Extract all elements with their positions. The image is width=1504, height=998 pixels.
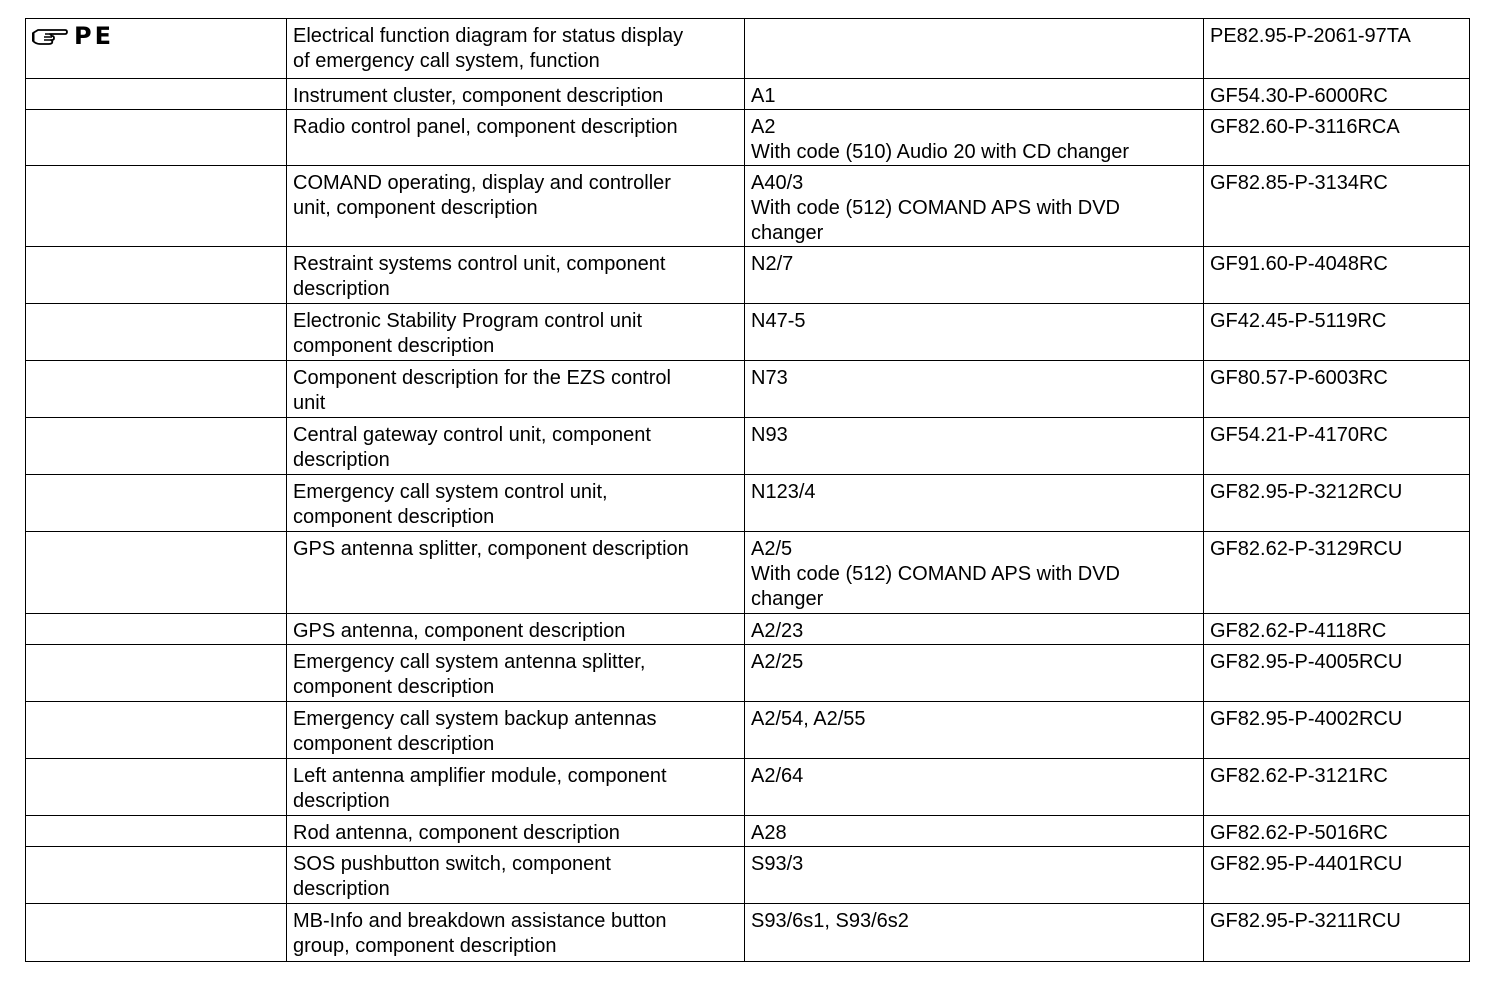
table-row [26, 645, 1470, 702]
document-code-cell [1204, 304, 1470, 361]
marker-cell [26, 816, 287, 847]
document-code-cell-line: GF91.60-P-4048RC [1210, 253, 1388, 275]
marker-cell [26, 304, 287, 361]
table-row [26, 247, 1470, 304]
description-cell-line: Emergency call system antenna splitter, [293, 651, 646, 673]
reference-cell-line: N123/4 [751, 481, 816, 503]
table-row [26, 532, 1470, 614]
description-cell-line: Electronic Stability Program control unit [293, 310, 643, 332]
reference-cell [745, 759, 1204, 816]
marker-cell [26, 645, 287, 702]
header-code [1204, 19, 1470, 79]
description-cell [287, 110, 745, 166]
pe-marker-text: PE [74, 22, 114, 50]
description-cell-line: unit [293, 392, 326, 414]
description-cell-line: Restraint systems control unit, component [293, 253, 666, 275]
description-cell-line: Component description for the EZS control [293, 367, 671, 389]
table-row [26, 614, 1470, 645]
reference-cell-line: S93/3 [751, 853, 804, 875]
description-cell-line: Emergency call system backup antennas [293, 708, 657, 730]
pointing-hand-icon [32, 27, 68, 47]
header-row [26, 19, 1470, 79]
document-code-cell-line: GF82.60-P-3116RCA [1210, 116, 1400, 138]
description-cell-line: component description [293, 676, 495, 698]
description-cell-line: MB-Info and breakdown assistance button [293, 910, 667, 932]
reference-table [25, 18, 1470, 962]
document-code-cell-line: GF54.21-P-4170RC [1210, 424, 1388, 446]
description-cell [287, 904, 745, 962]
reference-cell-line: A2/64 [751, 765, 804, 787]
reference-cell [745, 475, 1204, 532]
marker-cell [26, 361, 287, 418]
document-code-cell-line: GF82.85-P-3134RC [1210, 172, 1388, 194]
reference-cell [745, 418, 1204, 475]
marker-cell [26, 110, 287, 166]
reference-cell-line: changer [751, 588, 824, 610]
description-cell [287, 247, 745, 304]
header-ref [745, 19, 1204, 79]
description-cell-line: COMAND operating, display and controller [293, 172, 671, 194]
description-cell [287, 759, 745, 816]
document-code-cell [1204, 361, 1470, 418]
reference-cell [745, 847, 1204, 904]
description-cell [287, 418, 745, 475]
marker-cell [26, 532, 287, 614]
header-code-text: PE82.95-P-2061-97TA [1210, 25, 1411, 47]
reference-cell-line: A2/23 [751, 620, 804, 642]
reference-cell-line: With code (510) Audio 20 with CD changer [751, 141, 1129, 163]
description-cell-line: description [293, 878, 390, 900]
reference-cell-line: N73 [751, 367, 788, 389]
document-code-cell-line: GF82.95-P-4002RCU [1210, 708, 1403, 730]
reference-cell-line: A1 [751, 85, 776, 107]
document-code-cell [1204, 247, 1470, 304]
marker-cell [26, 614, 287, 645]
document-code-cell [1204, 166, 1470, 247]
document-code-cell [1204, 702, 1470, 759]
reference-cell [745, 304, 1204, 361]
table-row [26, 166, 1470, 247]
description-cell-line: Central gateway control unit, component [293, 424, 651, 446]
description-cell-line: GPS antenna, component description [293, 620, 626, 642]
reference-cell-line: A2 [751, 116, 776, 138]
document-code-cell-line: GF82.62-P-5016RC [1210, 822, 1388, 844]
description-cell [287, 816, 745, 847]
document-code-cell-line: GF82.95-P-3212RCU [1210, 481, 1403, 503]
reference-cell [745, 110, 1204, 166]
document-code-cell-line: GF82.95-P-3211RCU [1210, 910, 1401, 932]
document-code-cell-line: GF82.62-P-3129RCU [1210, 538, 1403, 560]
reference-cell-line: changer [751, 222, 824, 244]
description-cell [287, 304, 745, 361]
marker-cell [26, 19, 287, 79]
description-cell-line: Emergency call system control unit, [293, 481, 608, 503]
document-code-cell-line: GF82.95-P-4401RCU [1210, 853, 1403, 875]
marker-cell [26, 166, 287, 247]
marker-cell [26, 247, 287, 304]
document-code-cell-line: GF82.62-P-4118RC [1210, 620, 1387, 642]
description-cell-line: component description [293, 335, 495, 357]
document-code-cell-line: GF42.45-P-5119RC [1210, 310, 1387, 332]
description-cell-line: unit, component description [293, 197, 538, 219]
document-code-cell [1204, 645, 1470, 702]
reference-cell [745, 166, 1204, 247]
marker-cell [26, 759, 287, 816]
document-code-cell-line: GF82.95-P-4005RCU [1210, 651, 1403, 673]
document-code-cell [1204, 532, 1470, 614]
description-cell-line: description [293, 278, 390, 300]
reference-cell-line: A40/3 [751, 172, 804, 194]
reference-cell [745, 904, 1204, 962]
reference-cell [745, 79, 1204, 110]
reference-cell-line: N93 [751, 424, 788, 446]
document-code-cell-line: GF82.62-P-3121RC [1210, 765, 1388, 787]
marker-cell [26, 904, 287, 962]
reference-cell-line: A28 [751, 822, 787, 844]
table-row [26, 904, 1470, 962]
document-code-cell [1204, 759, 1470, 816]
description-cell-line: Rod antenna, component description [293, 822, 620, 844]
reference-cell [745, 532, 1204, 614]
description-cell [287, 847, 745, 904]
reference-cell [745, 361, 1204, 418]
reference-cell-line: S93/6s1, S93/6s2 [751, 910, 909, 932]
reference-cell-line: N47-5 [751, 310, 806, 332]
table-row [26, 361, 1470, 418]
reference-cell-line: A2/25 [751, 651, 804, 673]
description-cell-line: component description [293, 733, 495, 755]
description-cell [287, 645, 745, 702]
description-cell [287, 361, 745, 418]
pe-marker [32, 24, 280, 49]
marker-cell [26, 847, 287, 904]
document-code-cell [1204, 847, 1470, 904]
document-code-cell [1204, 614, 1470, 645]
description-cell [287, 614, 745, 645]
marker-cell [26, 418, 287, 475]
marker-cell [26, 702, 287, 759]
reference-cell [745, 247, 1204, 304]
document-code-cell [1204, 904, 1470, 962]
description-cell-line: group, component description [293, 935, 557, 957]
document-code-cell [1204, 816, 1470, 847]
reference-cell-line: N2/7 [751, 253, 794, 275]
reference-cell-line: A2/54, A2/55 [751, 708, 866, 730]
table-row [26, 110, 1470, 166]
header-title-line: of emergency call system, function [293, 50, 600, 72]
description-cell-line: description [293, 449, 390, 471]
marker-cell [26, 475, 287, 532]
description-cell-line: Radio control panel, component description [293, 116, 678, 138]
table-row [26, 816, 1470, 847]
table-row [26, 475, 1470, 532]
description-cell [287, 702, 745, 759]
description-cell-line: component description [293, 506, 495, 528]
description-cell-line: Left antenna amplifier module, component [293, 765, 667, 787]
reference-cell [745, 614, 1204, 645]
description-cell-line: description [293, 790, 390, 812]
table-row [26, 418, 1470, 475]
table-row [26, 702, 1470, 759]
reference-cell-line: With code (512) COMAND APS with DVD [751, 197, 1120, 219]
document-code-cell [1204, 475, 1470, 532]
table-row [26, 759, 1470, 816]
document-code-cell [1204, 79, 1470, 110]
description-cell [287, 475, 745, 532]
marker-cell [26, 79, 287, 110]
description-cell-line: GPS antenna splitter, component description [293, 538, 689, 560]
header-title-line: Electrical function diagram for status display [293, 25, 684, 47]
description-cell [287, 166, 745, 247]
document-code-cell [1204, 418, 1470, 475]
description-cell-line: SOS pushbutton switch, component [293, 853, 611, 875]
document-code-cell [1204, 110, 1470, 166]
description-cell-line: Instrument cluster, component description [293, 85, 664, 107]
document-code-cell-line: GF80.57-P-6003RC [1210, 367, 1388, 389]
description-cell [287, 79, 745, 110]
description-cell [287, 532, 745, 614]
table-row [26, 847, 1470, 904]
reference-cell-line: With code (512) COMAND APS with DVD [751, 563, 1120, 585]
document-code-cell-line: GF54.30-P-6000RC [1210, 85, 1388, 107]
reference-cell [745, 816, 1204, 847]
table-row [26, 304, 1470, 361]
reference-cell [745, 702, 1204, 759]
reference-cell-line: A2/5 [751, 538, 793, 560]
table-row [26, 79, 1470, 110]
header-title [287, 19, 745, 79]
reference-cell [745, 645, 1204, 702]
